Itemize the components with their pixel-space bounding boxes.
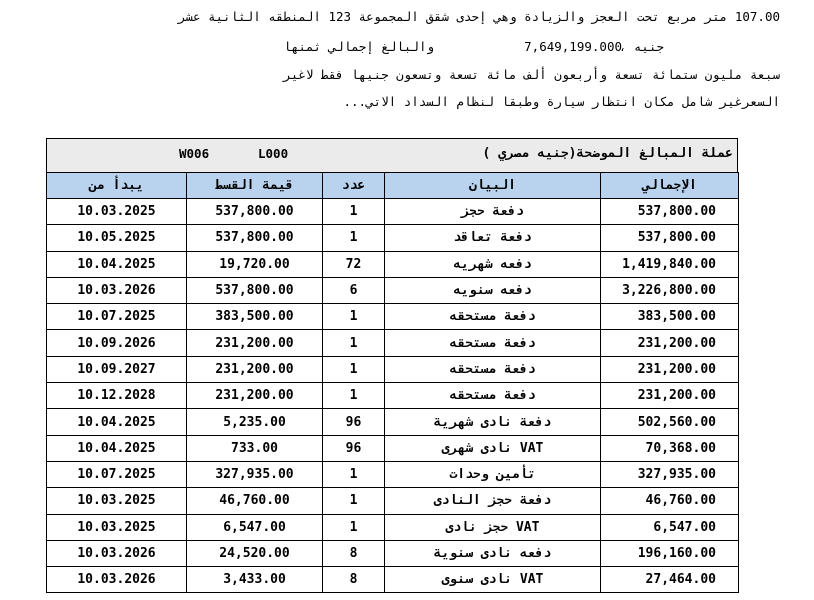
cell-start-date: 10.03.2025 <box>47 488 187 514</box>
cell-start-date: 10.04.2025 <box>47 435 187 461</box>
header-total: الإجمالي <box>601 173 739 199</box>
intro-line-2-amount: 7,649,199.000 <box>524 39 622 54</box>
code-w: W006 <box>179 146 210 161</box>
table-row <box>47 383 739 409</box>
header-start: يبدأ من <box>47 173 187 199</box>
intro-line-2-text: والبالغ إجمالي ثمنها <box>283 39 434 54</box>
code-l: L000 <box>258 146 289 161</box>
table-row <box>47 567 739 593</box>
cell-start-date: 10.03.2026 <box>47 277 187 303</box>
table-row <box>47 409 739 435</box>
table-row <box>47 277 739 303</box>
cell-start-date: 10.04.2025 <box>47 409 187 435</box>
cell-total: 1,419,840.00 <box>601 251 739 277</box>
cell-start-date: 10.03.2025 <box>47 199 187 225</box>
cell-start-date: 10.03.2026 <box>47 540 187 566</box>
cell-installment: 19,720.00 <box>187 251 323 277</box>
cell-description: دفعه سنويه <box>385 277 601 303</box>
cell-count: 1 <box>323 304 385 330</box>
cell-start-date: 10.04.2025 <box>47 251 187 277</box>
cell-total: 6,547.00 <box>601 514 739 540</box>
cell-count: 1 <box>323 514 385 540</box>
table-row <box>47 225 739 251</box>
table-row <box>47 540 739 566</box>
cell-count: 8 <box>323 540 385 566</box>
cell-installment: 537,800.00 <box>187 225 323 251</box>
cell-start-date: 10.03.2025 <box>47 514 187 540</box>
cell-description: دفعه شهريه <box>385 251 601 277</box>
table-row <box>47 199 739 225</box>
cell-installment: 6,547.00 <box>187 514 323 540</box>
cell-description: دفعة مستحقه <box>385 330 601 356</box>
cell-description: دفعة مستحقه <box>385 304 601 330</box>
cell-installment: 24,520.00 <box>187 540 323 566</box>
cell-total: 27,464.00 <box>601 567 739 593</box>
cell-description: VAT نادى سنوى <box>385 567 601 593</box>
cell-start-date: 10.09.2026 <box>47 330 187 356</box>
cell-count: 1 <box>323 383 385 409</box>
column-header-row <box>47 173 739 199</box>
table-row <box>47 435 739 461</box>
cell-description: تأمين وحدات <box>385 461 601 487</box>
cell-count: 1 <box>323 330 385 356</box>
cell-description: دفعة تعاقد <box>385 225 601 251</box>
cell-total: 231,200.00 <box>601 383 739 409</box>
cell-total: 537,800.00 <box>601 225 739 251</box>
cell-installment: 231,200.00 <box>187 356 323 382</box>
cell-total: 231,200.00 <box>601 356 739 382</box>
cell-installment: 327,935.00 <box>187 461 323 487</box>
cell-start-date: 10.03.2026 <box>47 567 187 593</box>
cell-total: 502,560.00 <box>601 409 739 435</box>
cell-count: 1 <box>323 225 385 251</box>
table-row <box>47 251 739 277</box>
cell-total: 196,160.00 <box>601 540 739 566</box>
currency-header-row <box>46 138 738 173</box>
cell-count: 1 <box>323 199 385 225</box>
intro-line-1: 107.00 متر مربع تحت العجز والزيادة وهي إحدى شقق المجموعة 123 المنطقه الثانية عشر <box>177 9 780 24</box>
cell-description: دفعة مستحقه <box>385 356 601 382</box>
cell-installment: 5,235.00 <box>187 409 323 435</box>
currency-label: عملة المبالغ الموضحة(جنيه مصري ) <box>482 146 733 161</box>
cell-start-date: 10.12.2028 <box>47 383 187 409</box>
cell-total: 46,760.00 <box>601 488 739 514</box>
cell-description: دفعة نادى شهرية <box>385 409 601 435</box>
intro-line-3: سبعة مليون ستمائة تسعة وأربعون ألف مائة تسعة وتسعون جنيها فقط لاغير <box>283 67 780 82</box>
cell-total: 231,200.00 <box>601 330 739 356</box>
cell-total: 327,935.00 <box>601 461 739 487</box>
table-row <box>47 488 739 514</box>
table-row <box>47 356 739 382</box>
cell-count: 1 <box>323 356 385 382</box>
cell-installment: 231,200.00 <box>187 383 323 409</box>
table-row <box>47 514 739 540</box>
header-count: عدد <box>323 173 385 199</box>
schedule-rows <box>47 199 739 593</box>
cell-description: دفعة مستحقه <box>385 383 601 409</box>
cell-count: 72 <box>323 251 385 277</box>
payment-schedule-table <box>46 138 738 593</box>
cell-count: 96 <box>323 435 385 461</box>
cell-description: دفعة حجز النادى <box>385 488 601 514</box>
table-row <box>47 304 739 330</box>
cell-description: VAT حجز نادى <box>385 514 601 540</box>
cell-description: دفعة حجز <box>385 199 601 225</box>
cell-count: 1 <box>323 461 385 487</box>
cell-installment: 537,800.00 <box>187 199 323 225</box>
header-description: البيان <box>385 173 601 199</box>
cell-installment: 733.00 <box>187 435 323 461</box>
cell-total: 70,368.00 <box>601 435 739 461</box>
cell-count: 96 <box>323 409 385 435</box>
cell-start-date: 10.09.2027 <box>47 356 187 382</box>
cell-count: 1 <box>323 488 385 514</box>
cell-installment: 537,800.00 <box>187 277 323 303</box>
header-installment: قيمة القسط <box>187 173 323 199</box>
table-row <box>47 330 739 356</box>
cell-total: 537,800.00 <box>601 199 739 225</box>
cell-total: 383,500.00 <box>601 304 739 330</box>
schedule-grid <box>46 172 739 593</box>
intro-line-2-currency: جنيه ، <box>618 39 664 54</box>
cell-installment: 46,760.00 <box>187 488 323 514</box>
cell-description: دفعه نادى سنوية <box>385 540 601 566</box>
cell-installment: 231,200.00 <box>187 330 323 356</box>
intro-line-4: السعرغير شامل مكان انتظار سيارة وطبقا لنظام السداد الاتي... <box>343 94 780 109</box>
table-row <box>47 461 739 487</box>
cell-count: 6 <box>323 277 385 303</box>
cell-start-date: 10.05.2025 <box>47 225 187 251</box>
cell-start-date: 10.07.2025 <box>47 304 187 330</box>
cell-description: VAT نادى شهرى <box>385 435 601 461</box>
cell-installment: 3,433.00 <box>187 567 323 593</box>
cell-count: 8 <box>323 567 385 593</box>
cell-start-date: 10.07.2025 <box>47 461 187 487</box>
cell-installment: 383,500.00 <box>187 304 323 330</box>
cell-total: 3,226,800.00 <box>601 277 739 303</box>
